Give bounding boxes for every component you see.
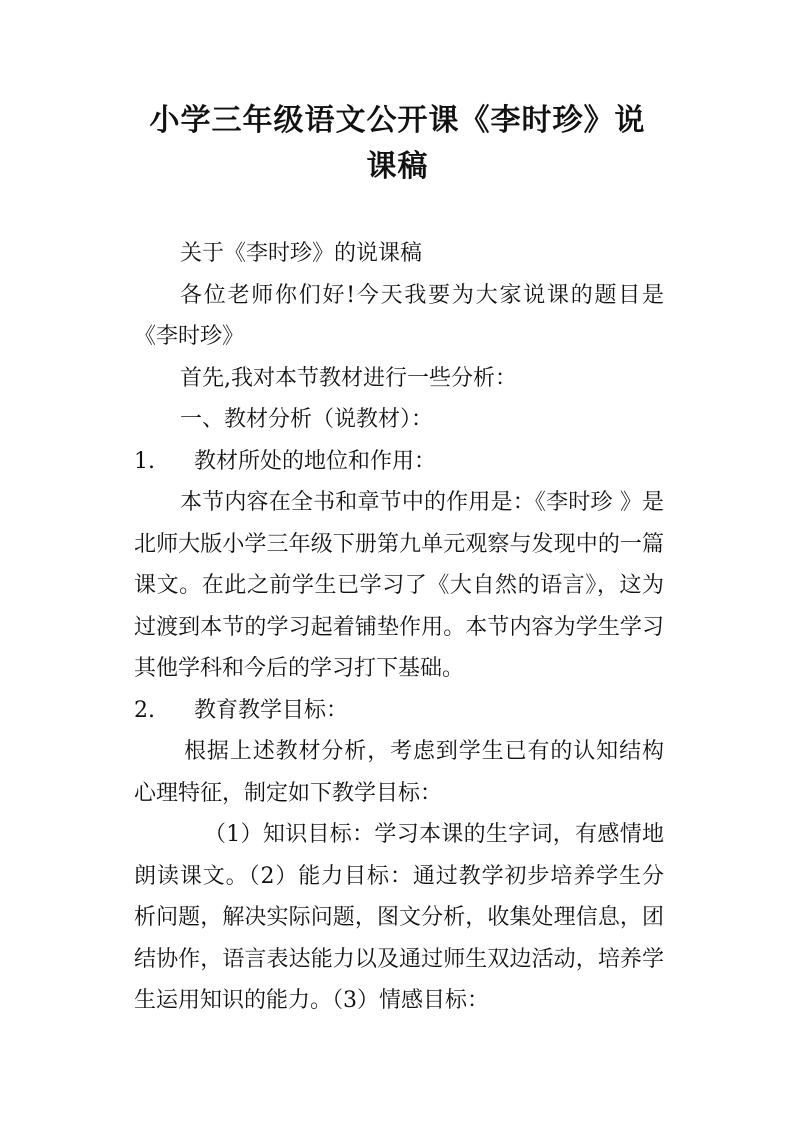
item-heading-2: 教育教学目标： [194, 697, 349, 723]
numbered-heading-1 [134, 441, 664, 483]
item-heading-1: 教材所处的地位和作用： [194, 448, 437, 474]
objectives-paragraph: （1）知识目标：学习本课的生字词，有感情地朗读课文。（2）能力目标：通过教学初步培养学生分析问题，解决实际问题，图文分析，收集处理信息，团结协作，语言表达能力以及通过师生双边活动，培养学生运用知识的能力。（3）情感目标： [134, 822, 664, 1013]
subtitle-paragraph: 关于《李时珍》的说课稿 [180, 241, 423, 266]
page-title [120, 98, 675, 190]
greeting-paragraph: 各位老师你们好!今天我要为大家说课的题目是《李时珍》 [134, 282, 664, 349]
intro-paragraph: 首先,我对本节教材进行一些分析： [180, 365, 517, 391]
numbered-heading-2 [134, 690, 664, 732]
item-number-2: 2. [134, 697, 155, 723]
title-line-1: 小学三年级语文公开课《李时珍》说 [149, 103, 646, 138]
section-heading-textbook-analysis: 一、教材分析（说教材）： [180, 407, 434, 432]
objectives-basis-paragraph: 根据上述教材分析，考虑到学生已有的认知结构心理特征，制定如下教学目标： [134, 739, 664, 806]
position-paragraph: 本节内容在全书和章节中的作用是：《李时珍 》是北师大版小学三年级下册第九单元观察与发现中的一篇课文。在此之前学生已学习了《大自然的语言》，这为过渡到本节的学习起着铺垫作用。本节内容为学生学习其他学科和今后的学习打下基础。 [134, 490, 664, 681]
title-line-2: 课稿 [366, 149, 429, 184]
document-body [134, 233, 664, 1022]
item-number-1: 1. [134, 448, 155, 474]
